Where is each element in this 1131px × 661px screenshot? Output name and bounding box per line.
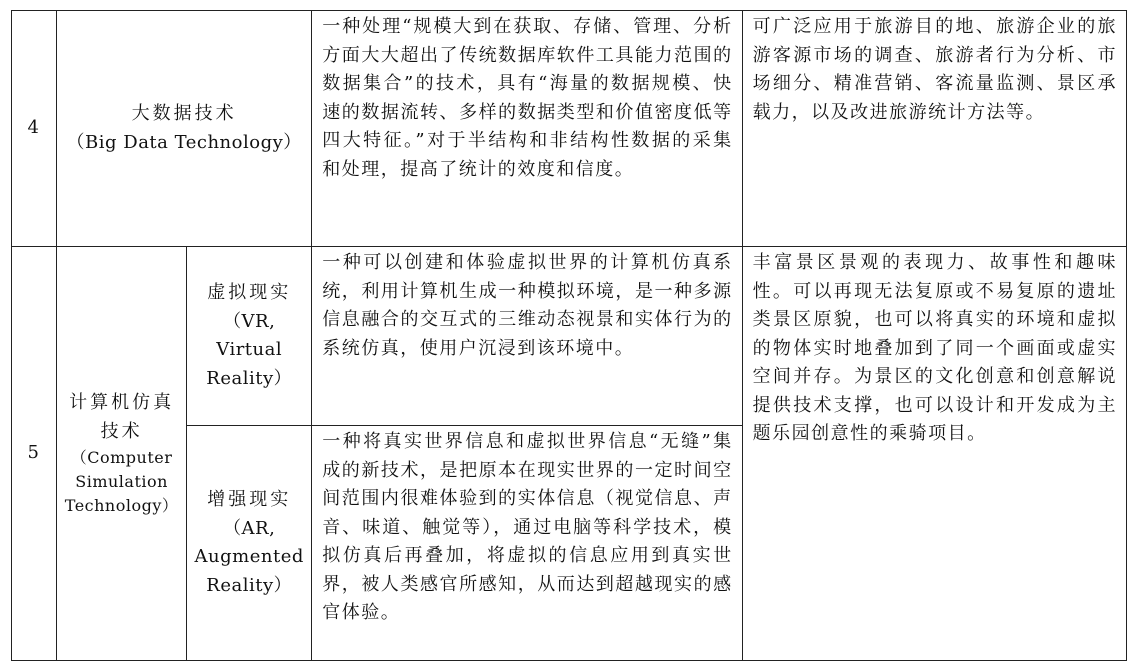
technology-name-en: Technology） xyxy=(64,496,179,515)
table-row-simulation-vr xyxy=(12,247,1127,426)
sub-technology-name-cell xyxy=(187,426,312,661)
sub-technology-name-cn: 虚拟现实 xyxy=(207,282,292,303)
sub-technology-name-en: Reality） xyxy=(206,574,293,596)
definition-cell: 一种处理“规模大到在获取、存储、管理、分析方面大大超出了传统数据库软件工具能力范围的数据集合”的技术，具有“海量的数据规模、快速的数据流转、多样的数据类型和价值密度低等四大特征。”对于半结构和非结构性数据的采集和处理，提高了统计的效度和信度。 xyxy=(312,11,742,247)
table-row-big-data xyxy=(12,11,1127,247)
application-cell: 丰富景区景观的表现力、故事性和趣味性。可以再现无法复原或不易复原的遗址类景区原貌，也可以将真实的环境和虚拟的物体实时地叠加到了同一个画面或虚实空间并存。为景区的文化创意和创意解说提供技术支撑，也可以设计和开发成为主题乐园创意性的乘骑项目。 xyxy=(742,247,1126,661)
row-number: 4 xyxy=(12,11,57,247)
sub-technology-name xyxy=(187,279,311,393)
row-number: 5 xyxy=(12,247,57,661)
definition-cell: 一种将真实世界信息和虚拟世界信息“无缝”集成的新技术，是把原本在现实世界的一定时间空间范围内很难体验到的实体信息（视觉信息、声音、味道、触觉等），通过电脑等科学技术，模拟仿真后再叠加，将虚拟的信息应用到真实世界，被人类感官所感知，从而达到超越现实的感官体验。 xyxy=(312,426,742,661)
technology-name-cn: 技术 xyxy=(100,420,143,442)
application-cell: 可广泛应用于旅游目的地、旅游企业的旅游客源市场的调查、旅游者行为分析、市场细分、精准营销、客流量监测、景区承载力，以及改进旅游统计方法等。 xyxy=(742,11,1126,247)
technology-name-en: Simulation xyxy=(75,472,168,491)
sub-technology-name xyxy=(187,486,311,600)
technology-name-cell xyxy=(57,247,187,661)
technology-name-en: （Computer xyxy=(70,448,173,467)
technology-table xyxy=(11,10,1127,661)
sub-technology-name-cn: 增强现实 xyxy=(207,489,292,510)
sub-technology-name-cell xyxy=(187,247,312,426)
technology-name-cn: 大数据技术 xyxy=(131,103,237,124)
sub-technology-name-en: （AR, xyxy=(223,517,276,539)
sub-technology-name-en: Augmented xyxy=(194,546,304,567)
technology-name-en: （Big Data Technology） xyxy=(66,131,302,153)
sub-technology-name-en: （VR, xyxy=(223,310,276,332)
technology-name xyxy=(57,100,311,157)
definition-cell: 一种可以创建和体验虚拟世界的计算机仿真系统，利用计算机生成一种模拟环境，是一种多源信息融合的交互式的三维动态视景和实体行为的系统仿真，使用户沉浸到该环境中。 xyxy=(312,247,742,426)
technology-name-cell xyxy=(57,11,312,247)
sub-technology-name-en: Reality） xyxy=(206,367,293,389)
technology-name xyxy=(57,389,186,518)
technology-name-cn: 计算机仿真 xyxy=(69,392,175,413)
sub-technology-name-en: Virtual xyxy=(216,339,283,360)
